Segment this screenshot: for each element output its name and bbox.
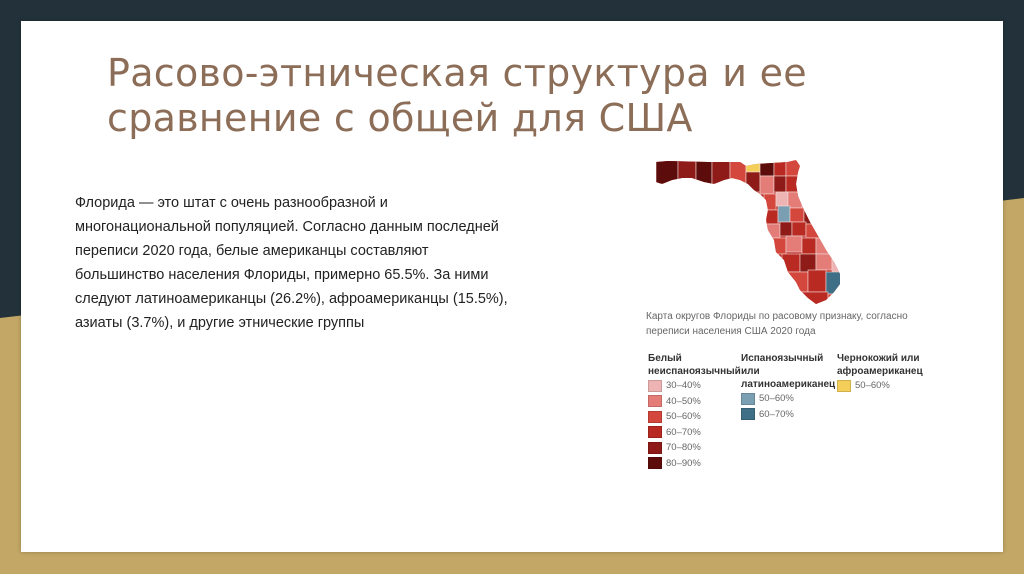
- legend-item: 50–60%: [837, 378, 923, 394]
- map-county: [778, 206, 790, 222]
- legend-hispanic-heading: Испаноязычный или латиноамериканец: [741, 353, 836, 390]
- legend-black-heading: Чернокожий или афроамериканец: [837, 353, 923, 377]
- map-county: [816, 238, 830, 254]
- map-county: [832, 254, 842, 274]
- map-county: [782, 254, 800, 272]
- title-line-1: Расово-этническая структура и ее: [107, 51, 807, 95]
- map-county: [678, 160, 696, 184]
- legend-hispanic: [741, 352, 835, 422]
- body-line: большинство населения Флориды, примерно 65.5%. За ними: [75, 267, 489, 283]
- map-county: [746, 172, 760, 192]
- map-county: [712, 160, 730, 184]
- map-county: [798, 292, 828, 304]
- map-county: [696, 160, 712, 184]
- body-line: азиаты (3.7%), и другие этнические группы: [75, 315, 365, 331]
- legend-item: 50–60%: [648, 409, 741, 425]
- legend-swatch: [741, 408, 755, 420]
- map-county: [828, 294, 842, 304]
- body-line: многонациональной популяцией. Согласно данным последней: [75, 219, 499, 235]
- legend-swatch: [741, 393, 755, 405]
- map-caption: [646, 309, 946, 339]
- legend-black: [837, 352, 923, 394]
- caption-line-1: Карта округов Флориды по расовому признаку, согласно: [646, 311, 908, 322]
- map-county: [774, 160, 786, 176]
- body-line: следуют латиноамериканцы (26.2%), афроамериканцы (15.5%),: [75, 291, 508, 307]
- legend-item: 80–90%: [648, 456, 741, 472]
- legend-item: 30–40%: [648, 378, 741, 394]
- legend-swatch: [648, 395, 662, 407]
- slide: [21, 21, 1003, 552]
- map-county: [802, 238, 816, 254]
- map-county: [656, 160, 678, 184]
- map-county: [826, 272, 842, 294]
- map-county: [806, 224, 820, 238]
- legend-white: [648, 352, 741, 471]
- map-county: [790, 208, 804, 222]
- legend-swatch: [837, 380, 851, 392]
- florida-county-map: [648, 132, 848, 304]
- map-county: [788, 192, 802, 208]
- map-county: [816, 254, 832, 270]
- map-county: [772, 238, 786, 254]
- legend-white-heading: Белый неиспаноязычный: [648, 353, 741, 377]
- map-county: [774, 176, 786, 192]
- map-county: [730, 160, 746, 184]
- legend-item: 40–50%: [648, 394, 741, 410]
- map-county: [800, 254, 816, 272]
- map-county: [766, 224, 780, 238]
- legend-swatch: [648, 380, 662, 392]
- map-county: [786, 160, 800, 176]
- legend-item: 70–80%: [648, 440, 741, 456]
- map-county: [788, 272, 808, 292]
- map-county: [786, 176, 800, 192]
- map-county: [760, 176, 774, 194]
- legend-swatch: [648, 457, 662, 469]
- body-paragraph: [75, 191, 605, 335]
- map-county: [760, 160, 774, 176]
- caption-line-2: переписи населения США 2020 года: [646, 326, 816, 337]
- map-county: [786, 236, 802, 252]
- body-line: Флорида — это штат с очень разнообразной и: [75, 195, 388, 211]
- legend-swatch: [648, 442, 662, 454]
- legend-item: 60–70%: [648, 425, 741, 441]
- map-county: [764, 194, 776, 210]
- legend-item: 50–60%: [741, 391, 835, 407]
- legend-swatch: [648, 411, 662, 423]
- map-county: [808, 270, 826, 292]
- map-county: [792, 222, 806, 236]
- map-county: [776, 192, 788, 206]
- legend-item: 60–70%: [741, 407, 835, 423]
- body-line: переписи 2020 года, белые американцы составляют: [75, 243, 429, 259]
- title-line-2: сравнение с общей для США: [107, 96, 693, 140]
- map-county: [746, 160, 760, 172]
- slide-title: [107, 51, 827, 141]
- map-county: [766, 210, 778, 224]
- map-county: [780, 222, 792, 236]
- legend-swatch: [648, 426, 662, 438]
